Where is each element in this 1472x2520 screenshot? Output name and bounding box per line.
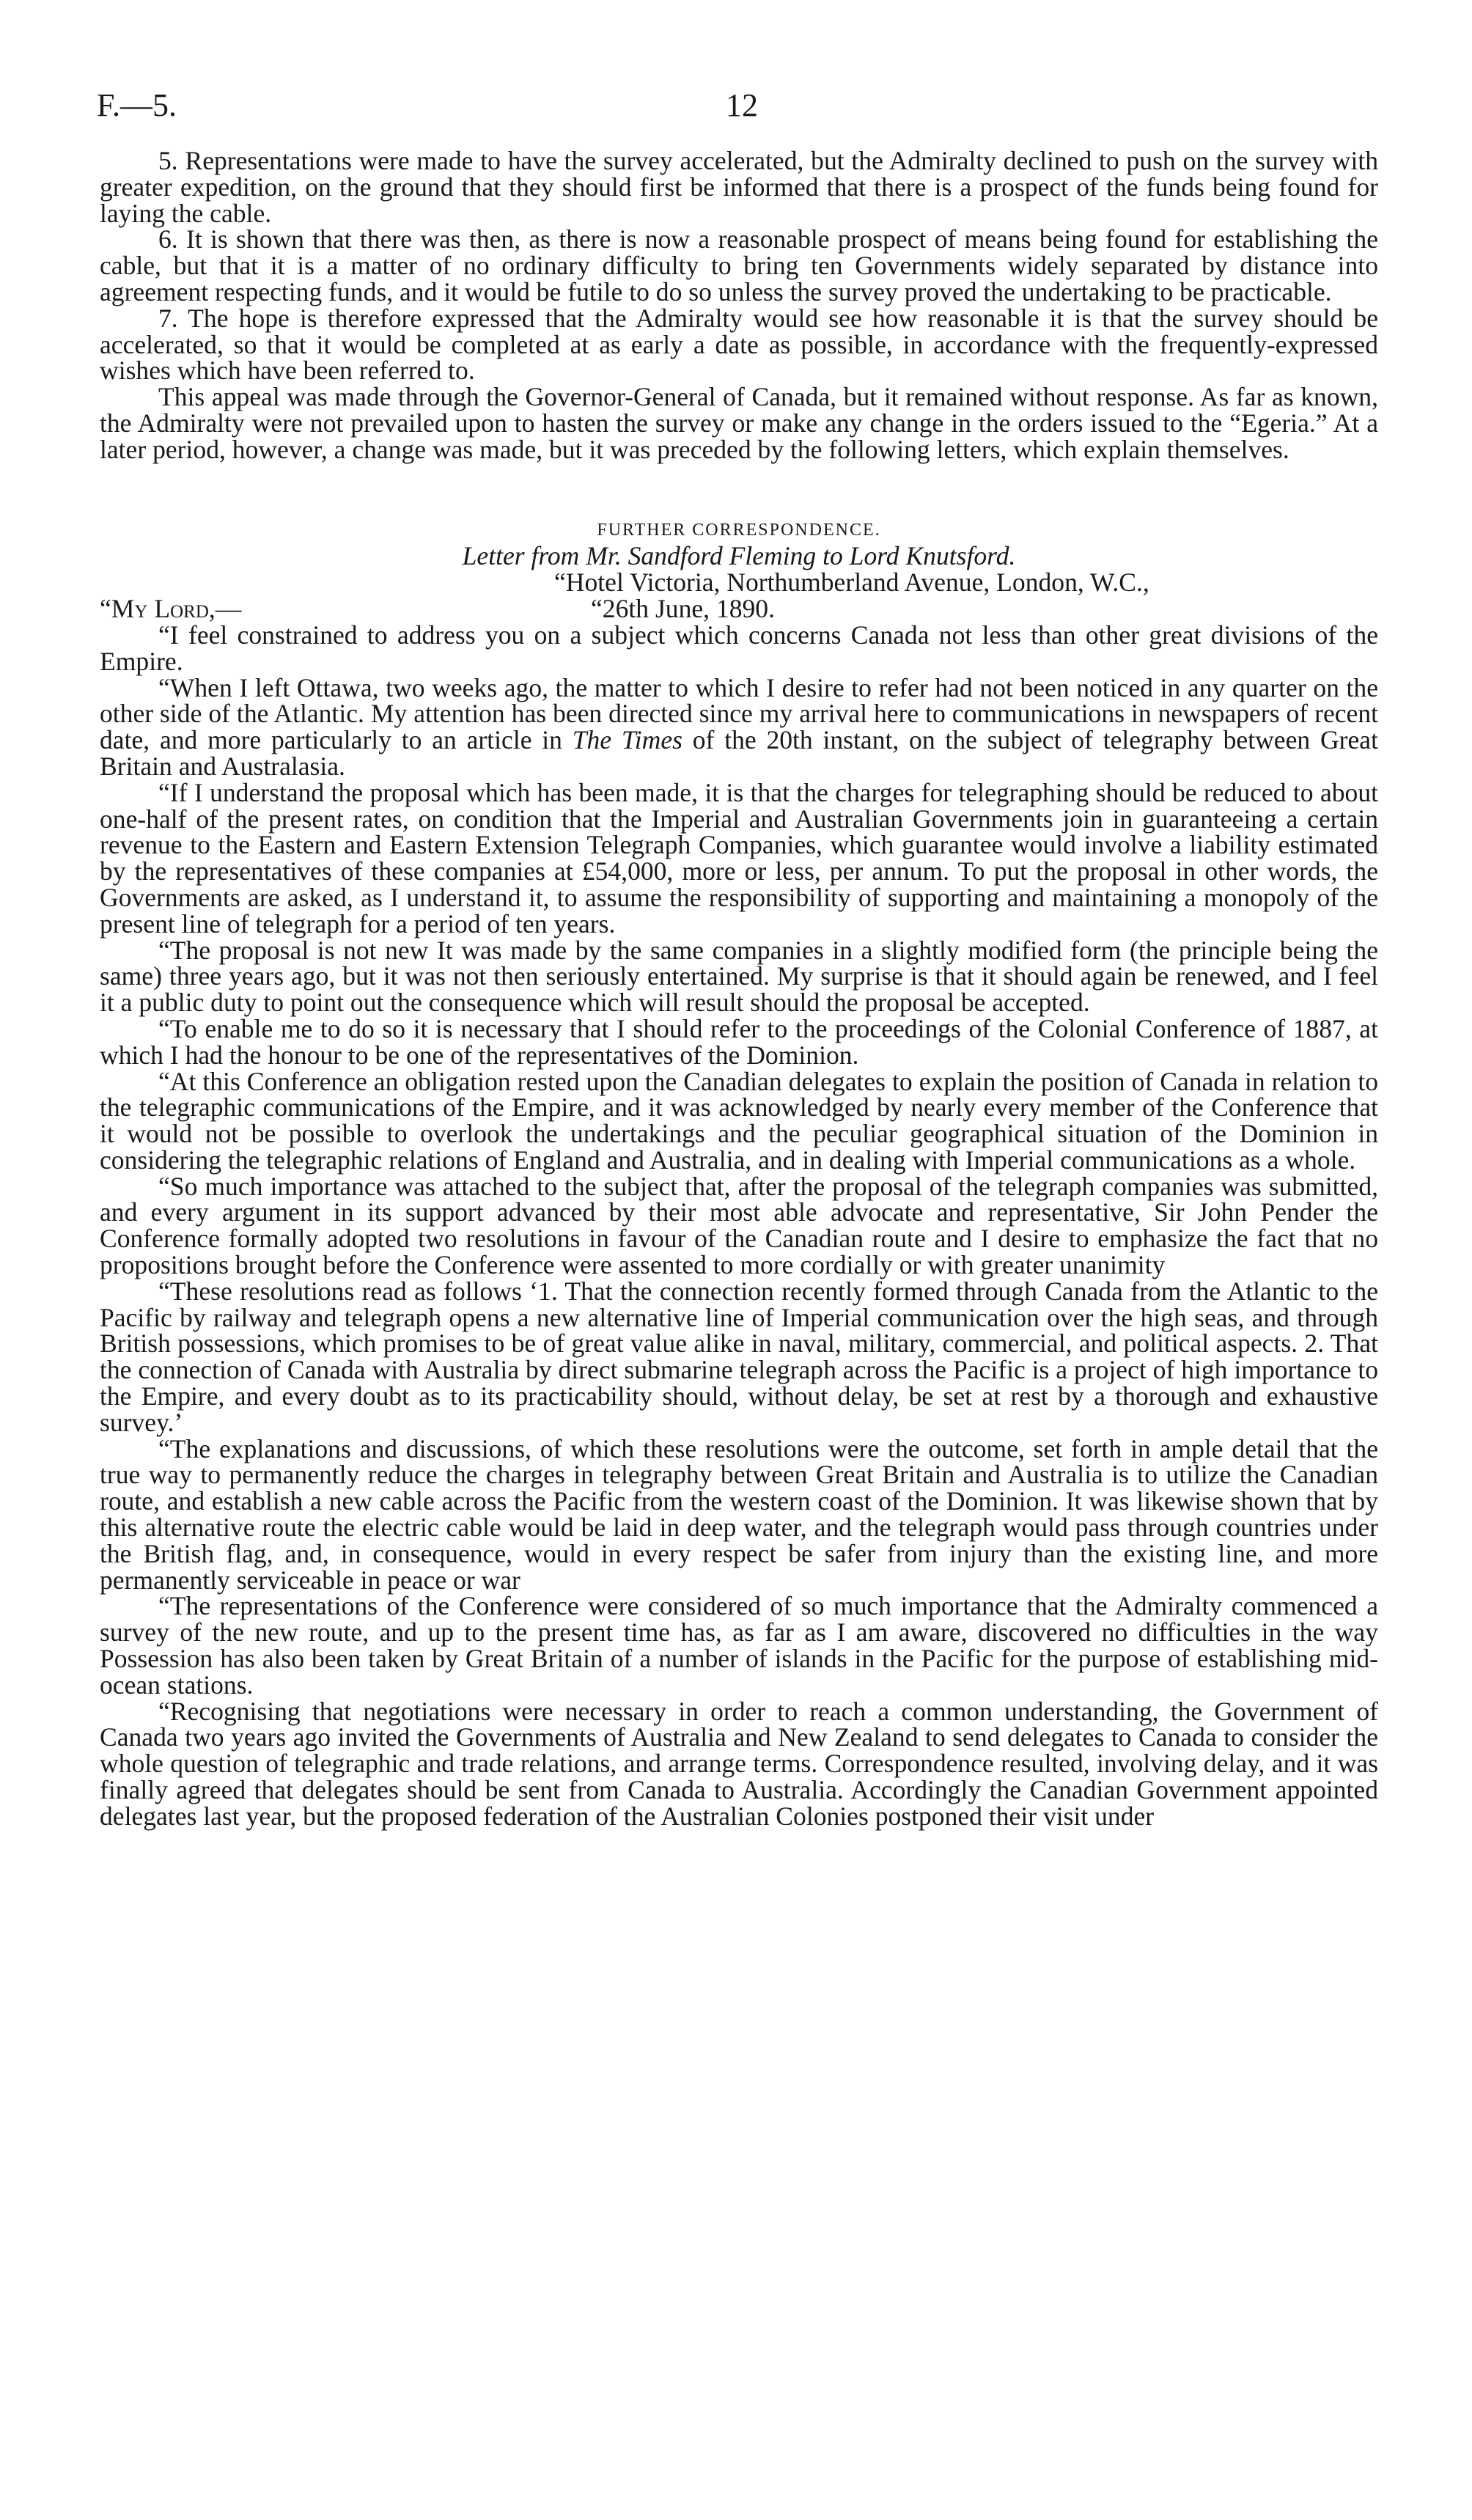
letter-paragraph-11: “Recognising that negotiations were necessary in order to reach a common understanding, the Government of Canada two years ago invited the Governments of Australia and New Zealand to send delegates to Canada to consider the whole question of telegraphic and trade relations, and arrange terms. Correspondence resulted, involving delay, and it was finally agreed that delegates should be sent from Canada to Australia. Accordingly the Canadian Government appointed delegates last year, but the proposed federation of the Australian Colonies postponed their visit under xyxy=(100,1696,1378,1831)
letter-title: Letter from Mr. Sandford Fleming to Lord Knutsford. xyxy=(462,541,1016,571)
document-reference: F.—5. xyxy=(97,87,177,123)
letter-paragraph-2: “When I left Ottawa, two weeks ago, the matter to which I desire to refer had not been noticed in any quarter on the other side of the Atlantic. My attention has been directed since my arrival here to communications in newspapers of recent date, and more particularly to an article in The Times of the 20th instant, on the subject of telegraphy between Great Britain and Australasia. xyxy=(100,672,1378,781)
letter-paragraph-9: “The explanations and discussions, of which these resolutions were the outcome, set forth in ample detail that the true way to permanently reduce the charges in telegraphy between Great Britain and Australia is to utilize the Canadian route, and establish a new cable across the Pacific from the western coast of the Dominion. It was likewise shown that by this alternative route the electric cable would be laid in deep water, and the telegraph would pass through countries under the British flag, and, in consequence, would in every respect be safer from injury than the existing line, and more permanently serviceable in peace or war xyxy=(100,1433,1378,1595)
paragraph-5: 5. Representations were made to have the survey accelerated, but the Admiralty declined to push on the survey with greater expedition, on the ground that they should first be informed that there is a prospect of the funds being found for laying the cable. xyxy=(100,146,1378,228)
newspaper-title: The Times xyxy=(572,725,682,755)
section-spacer xyxy=(100,463,1378,518)
letter-paragraph-1: “I feel constrained to address you on a subject which concerns Canada not less than other great divisions of the Empire. xyxy=(100,620,1378,676)
letter-paragraph-6: “At this Conference an obligation rested upon the Canadian delegates to explain the position of Canada in relation to the telegraphic communications of the Empire, and it was acknowledged by nearly every member of the Conference that it would not be possible to overlook the undertakings and the peculiar geographical situation of the Dominion in considering the telegraphic relations of England and Australia, and in dealing with Imperial communications as a whole. xyxy=(100,1066,1378,1175)
letter-paragraph-4: “The proposal is not new It was made by the same companies in a slightly modified form (the principle being the same) three years ago, but it was not then seriously entertained. My surprise is that it should again be renewed, and I feel it a public duty to point out the consequence which will result should the proposal be accepted. xyxy=(100,935,1378,1018)
page-header xyxy=(97,87,1369,131)
page-body xyxy=(100,148,1378,1830)
letter-address: “Hotel Victoria, Northumberland Avenue, London, W.C., xyxy=(554,567,1149,598)
paragraph-7: 7. The hope is therefore expressed that the Admiralty would see how reasonable it is that the survey should be accelerated, so that it would be completed at as early a date as possible, in accordance with the frequently-expressed wishes which have been referred to. xyxy=(100,303,1378,386)
letter-paragraph-7: “So much importance was attached to the subject that, after the proposal of the telegraph companies was submitted, and every argument in its support advanced by their most able advocate and representative, Sir John Pender the Conference formally adopted two resolutions in favour of the Canadian route and I desire to emphasize the fact that no propositions brought before the Conference were assented to more cordially or with greater unanimity xyxy=(100,1171,1378,1280)
letter-date: “26th June, 1890. xyxy=(591,593,775,623)
paragraph-appeal: This appeal was made through the Governor-General of Canada, but it remained without response. As far as known, the Admiralty were not prevailed upon to hasten the survey or make any change in the orders issued to the “Egeria.” At a later period, however, a change was made, but it was preceded by the following letters, which explain themselves. xyxy=(100,382,1378,464)
letter-paragraph-3: “If I understand the proposal which has been made, it is that the charges for telegraphing should be reduced to about one-half of the present rates, on condition that the Imperial and Australian Governments join in guaranteeing a certain revenue to the Eastern and Eastern Extension Telegraph Companies, which guarantee would involve a liability estimated by the representatives of these companies at £54,000, more or less, per annum. To put the proposal in other words, the Governments are asked, as I understand it, to assume the responsibility of supporting and maintaining a monopoly of the present line of telegraph for a period of ten years. xyxy=(100,777,1378,938)
letter-paragraph-10: “The representations of the Conference were considered of so much importance that the Admiralty commenced a survey of the new route, and up to the present time has, as far as I am aware, discovered no difficulties in the way Possession has also been taken by Great Britain of a number of islands in the Pacific for the purpose of establishing mid-ocean stations. xyxy=(100,1591,1378,1700)
page-number: 12 xyxy=(726,87,758,123)
salutation-row xyxy=(100,593,1378,623)
section-heading: FURTHER CORRESPONDENCE. xyxy=(597,520,881,540)
letter-paragraph-8: “These resolutions read as follows ‘1. That the connection recently formed through Canada from the Atlantic to the Pacific by railway and telegraph opens a new alternative line of Imperial communication over the high seas, and through British possessions, which promises to be of great value alike in naval, military, commercial, and political aspects. 2. That the connection of Canada with Australia by direct submarine telegraph across the Pacific is a project of high importance to the Empire, and every doubt as to its practicability should, without delay, be set at rest by a thorough and exhaustive survey.’ xyxy=(100,1276,1378,1437)
letter-salutation: “My Lord,— xyxy=(100,593,242,623)
paragraph-6: 6. It is shown that there was then, as there is now a reasonable prospect of means being found for establishing the cable, but that it is a matter of no ordinary difficulty to bring ten Governments widely separated by distance into agreement respecting funds, and it would be futile to do so unless the survey proved the undertaking to be practicable. xyxy=(100,224,1378,306)
letter-paragraph-5: “To enable me to do so it is necessary that I should refer to the proceedings of the Colonial Conference of 1887, at which I had the honour to be one of the representatives of the Dominion. xyxy=(100,1013,1378,1070)
